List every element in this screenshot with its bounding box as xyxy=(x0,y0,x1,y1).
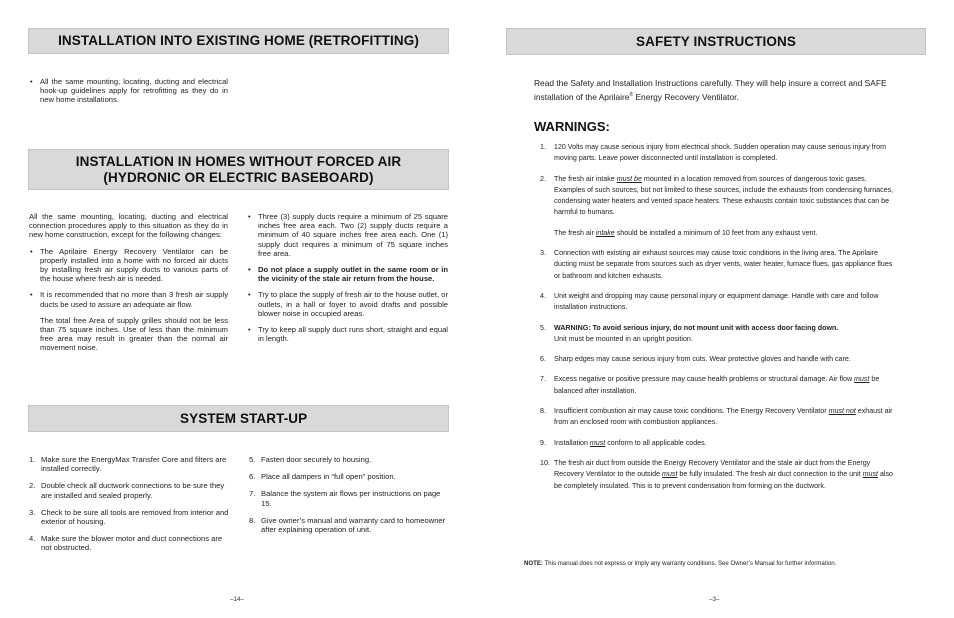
warning-text: Sharp edges may cause serious injury from cuts. Wear protective gloves and handle with care. xyxy=(554,355,851,364)
warning-text: Installation xyxy=(554,438,590,447)
warning-text: also be completely insulated. This is to prevent condensation from forming on the ductwork. xyxy=(554,470,893,490)
warning-item xyxy=(540,354,896,365)
step-number: 7. xyxy=(249,489,256,499)
warning-number: 10. xyxy=(540,458,550,467)
step-number: 6. xyxy=(249,472,256,482)
startup-heading-text: SYSTEM START-UP xyxy=(180,410,308,426)
startup-step xyxy=(249,455,449,464)
warning-number: 2. xyxy=(540,174,546,183)
warning-number: 6. xyxy=(540,355,546,364)
startup-heading xyxy=(28,405,449,432)
warning-item xyxy=(540,142,896,165)
retrofit-heading-text: INSTALLATION INTO EXISTING HOME (RETROFITTING) xyxy=(58,33,419,48)
warning-item xyxy=(540,406,896,429)
startup-step xyxy=(29,508,229,526)
warning-item xyxy=(540,438,896,449)
no-forced-air-bullet: • Do not place a supply outlet in the same room or in the vicinity of the stale air return from the house. xyxy=(247,265,448,283)
safety-heading-text: SAFETY INSTRUCTIONS xyxy=(636,33,796,49)
warning-emphasis: must xyxy=(854,375,870,384)
step-text: Fasten door securely to housing. xyxy=(261,455,372,464)
no-forced-air-heading-line1: INSTALLATION IN HOMES WITHOUT FORCED AIR xyxy=(75,153,402,169)
note-label: NOTE: xyxy=(524,560,543,567)
warranty-note xyxy=(524,560,836,567)
startup-steps-left xyxy=(29,455,229,561)
warning-number: 9. xyxy=(540,438,546,447)
warning-text: be fully insulated. The fresh air duct connection to the unit xyxy=(677,470,863,479)
step-number: 2. xyxy=(29,481,36,491)
no-forced-air-bullet: • It is recommended that no more than 3 fresh air supply ducts be used to assure an adequate air flow. xyxy=(29,290,228,308)
step-number: 5. xyxy=(249,455,256,464)
warning-text: 120 Volts may cause serious injury from electrical shock. Sudden operation may cause serious injury from moving parts. Leave power disconnected until installation is completed. xyxy=(554,143,886,163)
startup-steps-right xyxy=(249,455,449,542)
warning-text: Unit must be mounted in an upright position. xyxy=(554,334,693,343)
no-forced-air-intro: All the same mounting, locating, ducting and electrical connection procedures apply to this situation as they do in new home construction, except for the following changes: xyxy=(29,212,228,240)
warning-subnote xyxy=(554,228,896,239)
startup-step xyxy=(29,534,229,552)
warning-emphasis: intake xyxy=(595,228,615,237)
startup-step xyxy=(29,481,229,499)
no-forced-air-grille-note: The total free Area of supply grilles should not be less than 75 square inches. Use of less than the minimum free area may result in greater than the normal air movement noise. xyxy=(40,315,228,353)
no-forced-air-bullet: • Try to place the supply of fresh air to the house outlet, or outlets, in a hall or foyer to avoid drafts and possible blower noise in occupied areas. xyxy=(247,290,448,318)
no-forced-air-bullet: • Try to keep all supply duct runs short, straight and equal in length. xyxy=(247,325,448,343)
step-number: 1. xyxy=(29,455,36,464)
warning-number: 3. xyxy=(540,249,546,258)
no-forced-air-left-column xyxy=(29,212,228,360)
warning-emphasis: must be xyxy=(616,174,642,183)
warning-emphasis: must xyxy=(589,438,606,447)
warning-number: 1. xyxy=(540,143,546,151)
warnings-list xyxy=(540,142,896,501)
warning-item xyxy=(540,248,896,282)
warning-text: Excess negative or positive pressure may cause health problems or structural damage. Air flow xyxy=(554,375,855,384)
step-number: 8. xyxy=(249,515,256,525)
warning-emphasis: must not xyxy=(828,407,856,416)
warning-number: 4. xyxy=(540,291,546,300)
warning-emphasis: must xyxy=(862,470,879,479)
warnings-heading: WARNINGS: xyxy=(534,119,610,134)
retrofit-heading xyxy=(28,28,449,54)
registered-mark: ® xyxy=(629,91,634,98)
warning-number: 7. xyxy=(540,375,546,384)
warning-number: 5. xyxy=(540,323,546,332)
retrofit-bullet: • All the same mounting, locating, ducting and electrical hook-up guidelines apply for retrofitting as they do in new home installations. xyxy=(29,77,228,105)
no-forced-air-heading xyxy=(28,149,449,190)
warning-item xyxy=(540,374,896,397)
step-text: Double check all ductwork connections to be sure they are installed and sealed properly. xyxy=(41,481,225,500)
warning-text: The fresh air xyxy=(554,228,596,237)
warning-text: should be installed a minimum of 10 feet from any exhaust vent. xyxy=(614,228,818,237)
no-forced-air-bullet: • The Aprilaire Energy Recovery Ventilator can be properly installed into a home with no forced air ducts by installing fresh air supply ducts to various parts of the house where fresh air is needed. xyxy=(29,247,228,284)
retrofit-section xyxy=(29,77,228,112)
safety-heading xyxy=(506,28,926,55)
safety-intro xyxy=(534,78,900,103)
left-page-number: –14– xyxy=(230,596,245,603)
warning-number: 8. xyxy=(540,407,546,416)
warning-item xyxy=(540,323,896,346)
step-text: Make sure the EnergyMax Transfer Core and filters are installed correctly. xyxy=(41,455,227,474)
safety-intro-text: Read the Safety and Installation Instructions carefully. They will help insure a correct and SAFE installation of the Aprilaire xyxy=(534,78,887,102)
warning-item xyxy=(540,174,896,239)
warning-emphasis: must xyxy=(662,470,678,479)
startup-step xyxy=(29,455,229,473)
warning-text: conform to all applicable codes. xyxy=(605,438,707,447)
step-number: 3. xyxy=(29,507,36,517)
no-forced-air-bullet: • Three (3) supply ducts require a minimum of 25 square inches free area each. Two (2) supply ducts require a minimum of 40 square inches free area each. One (1) supply duct requires a minimum of 75 square inches free area. xyxy=(247,212,448,258)
step-text: Check to be sure all tools are removed from interior and exterior of housing. xyxy=(41,507,229,527)
warning-text: exhaust air from an enclosed room with combustion appliances. xyxy=(554,407,893,427)
no-forced-air-heading-line2: (HYDRONIC OR ELECTRIC BASEBOARD) xyxy=(103,169,374,185)
warning-item xyxy=(540,458,896,492)
right-page-number: –3– xyxy=(709,596,720,603)
warning-text: The fresh air intake xyxy=(554,174,617,183)
step-text: Balance the system air flows per instructions on page 15. xyxy=(261,489,441,508)
warning-text: Connection with existing air exhaust sources may cause toxic conditions in the living area. The Aprilaire ducting must be separate from sources such as dryer vents, water heater, furnace flues, gas appliance flues or bathroom and kitchen exhausts. xyxy=(554,249,893,280)
warning-text: The fresh air duct from outside the Energy Recovery Ventilator and the stale air duct from the Energy Recovery Ventilator to the outside xyxy=(554,458,871,479)
startup-step xyxy=(249,516,449,534)
no-forced-air-right-column xyxy=(247,212,448,350)
step-text: Place all dampers in “full open” position. xyxy=(261,472,396,482)
warning-item xyxy=(540,291,896,314)
note-text: This manual does not express or imply any warranty conditions. See Owner’s Manual for further information. xyxy=(542,560,837,567)
warning-text: Insufficient combustion air may cause toxic conditions. The Energy Recovery Ventilator xyxy=(554,407,829,416)
warning-bold-text: WARNING: To avoid serious injury, do not mount unit with access door facing down. xyxy=(554,323,839,332)
startup-step xyxy=(249,472,449,481)
safety-intro-text-end: Energy Recovery Ventilator. xyxy=(633,91,739,102)
startup-step xyxy=(249,489,449,507)
step-text: Make sure the blower motor and duct connections are not obstructed. xyxy=(41,534,223,553)
warning-text: mounted in a location removed from sources of dangerous toxic gases. Examples of such sources, but not limited to these sources, include the exhausts from condensing furnaces, condensing water heaters and vented space heaters. These exhausts contain toxic substances that can be harmful to humans. xyxy=(554,174,894,217)
warning-text: be balanced after installation. xyxy=(554,375,880,395)
warning-text: Unit weight and dropping may cause personal injury or equipment damage. Handle with care and follow installation instructions. xyxy=(554,291,879,312)
step-number: 4. xyxy=(29,534,36,544)
step-text: Give owner’s manual and warranty card to homeowner after explaining operation of unit. xyxy=(261,515,446,535)
